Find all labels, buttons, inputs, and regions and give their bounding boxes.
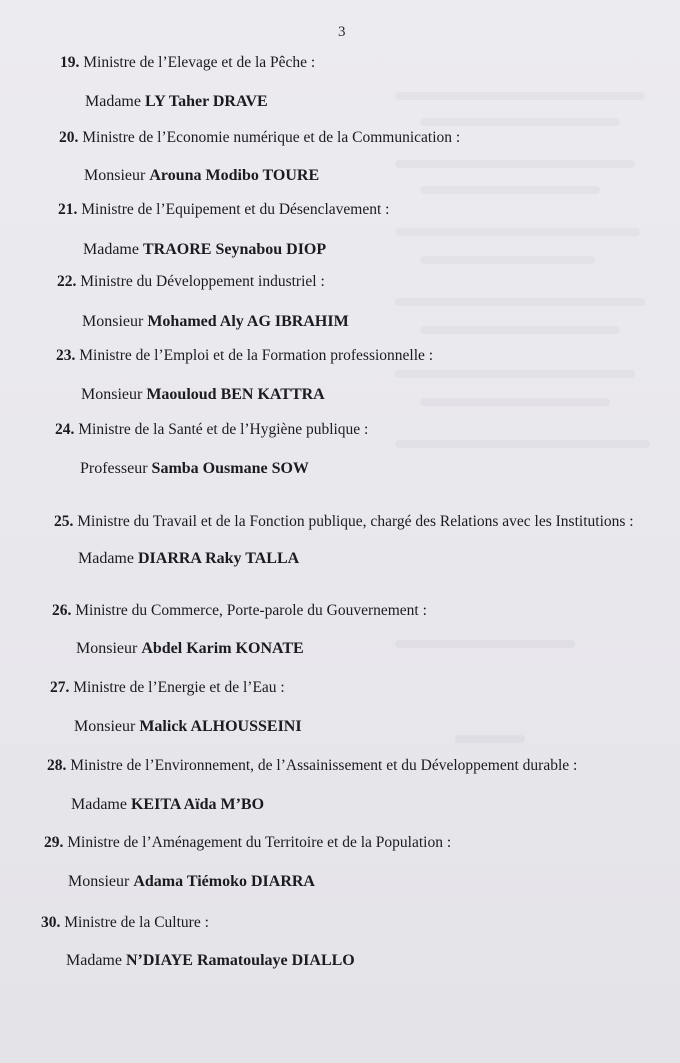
ministry-line (57, 272, 349, 291)
item-number: 25. (54, 513, 74, 530)
appointee-name: Mohamed Aly AG IBRAHIM (147, 313, 349, 330)
list-item (60, 53, 315, 111)
ministry-line (59, 128, 460, 147)
appointee-name: Malick ALHOUSSEINI (139, 718, 302, 735)
honorific: Madame (85, 93, 141, 110)
ministry-title: Ministre de l’Elevage et de la Pêche : (83, 54, 316, 71)
item-number: 19. (60, 54, 80, 71)
honorific: Monsieur (76, 640, 138, 657)
list-item (59, 128, 460, 185)
appointee-name: Samba Ousmane SOW (151, 460, 309, 477)
appointee-line (85, 93, 315, 111)
appointee-name: Abdel Karim KONATE (141, 640, 304, 657)
appointee-name: N’DIAYE Ramatoulaye DIALLO (125, 952, 355, 969)
honorific: Monsieur (68, 873, 130, 890)
list-item (41, 913, 355, 970)
ministry-title: Ministre de l’Emploi et de la Formation professionnelle : (79, 347, 434, 364)
honorific: Monsieur (74, 718, 136, 735)
appointee-line (68, 873, 451, 891)
ministry-title: Ministre de l’Energie et de l’Eau : (73, 679, 285, 696)
item-number: 22. (57, 273, 77, 290)
appointee-line (80, 460, 368, 478)
item-number: 30. (41, 914, 61, 931)
item-number: 26. (52, 602, 72, 619)
honorific: Monsieur (84, 167, 146, 184)
honorific: Madame (78, 550, 134, 567)
ministry-line (41, 913, 355, 932)
item-number: 20. (59, 129, 79, 146)
ministry-line (47, 756, 577, 775)
appointee-line (84, 167, 460, 185)
item-number: 21. (58, 201, 78, 218)
appointee-line (71, 796, 577, 814)
appointee-line (81, 386, 433, 404)
ministry-title: Ministre du Travail et de la Fonction publique, chargé des Relations avec les Institutions : (77, 513, 634, 530)
list-item (55, 420, 368, 478)
ministry-line (52, 601, 427, 620)
item-number: 24. (55, 421, 75, 438)
appointee-name: DIARRA Raky TALLA (137, 550, 300, 567)
item-number: 27. (50, 679, 70, 696)
ministry-title: Ministre de l’Aménagement du Territoire et de la Population : (67, 834, 452, 851)
list-item (50, 678, 302, 736)
appointee-name: TRAORE Seynabou DIOP (142, 241, 327, 258)
appointee-name: Arouna Modibo TOURE (149, 167, 320, 184)
honorific: Madame (83, 241, 139, 258)
ministry-title: Ministre de l’Economie numérique et de la Communication : (82, 129, 461, 146)
honorific: Monsieur (81, 386, 143, 403)
appointee-line (76, 640, 427, 658)
appointee-name: Maouloud BEN KATTRA (146, 386, 325, 403)
ministry-line (44, 833, 451, 852)
appointee-name: LY Taher DRAVE (144, 93, 268, 110)
item-number: 23. (56, 347, 76, 364)
ministry-line (54, 512, 656, 531)
list-item (58, 200, 389, 259)
list-item (52, 601, 427, 658)
appointee-name: KEITA Aïda M’BO (130, 796, 265, 813)
list-item (56, 346, 433, 404)
appointee-line (78, 550, 656, 568)
ministry-line (55, 420, 368, 439)
ministry-title: Ministre de la Culture : (64, 914, 209, 931)
ministry-title: Ministre de l’Environnement, de l’Assainissement et du Développement durable : (70, 757, 578, 774)
ministry-title: Ministre de l’Equipement et du Désenclavement : (81, 201, 390, 218)
appointee-line (74, 718, 302, 736)
honorific: Professeur (80, 460, 148, 477)
item-number: 29. (44, 834, 64, 851)
appointee-name: Adama Tiémoko DIARRA (133, 873, 315, 890)
list-item (57, 272, 349, 331)
appointee-line (82, 313, 349, 331)
ministry-title: Ministre du Développement industriel : (80, 273, 325, 290)
list-item (47, 756, 577, 814)
honorific: Madame (66, 952, 122, 969)
honorific: Monsieur (82, 313, 144, 330)
honorific: Madame (71, 796, 127, 813)
ministry-line (56, 346, 433, 365)
item-number: 28. (47, 757, 67, 774)
ministry-title: Ministre du Commerce, Porte-parole du Gouvernement : (75, 602, 427, 619)
list-item (44, 833, 451, 891)
ministry-title: Ministre de la Santé et de l’Hygiène publique : (78, 421, 369, 438)
list-item (54, 512, 656, 568)
ministry-line (58, 200, 389, 219)
ministry-line (50, 678, 302, 697)
appointee-line (66, 952, 355, 970)
page-number: 3 (338, 24, 346, 40)
ministry-line (60, 53, 315, 72)
appointee-line (83, 241, 389, 259)
